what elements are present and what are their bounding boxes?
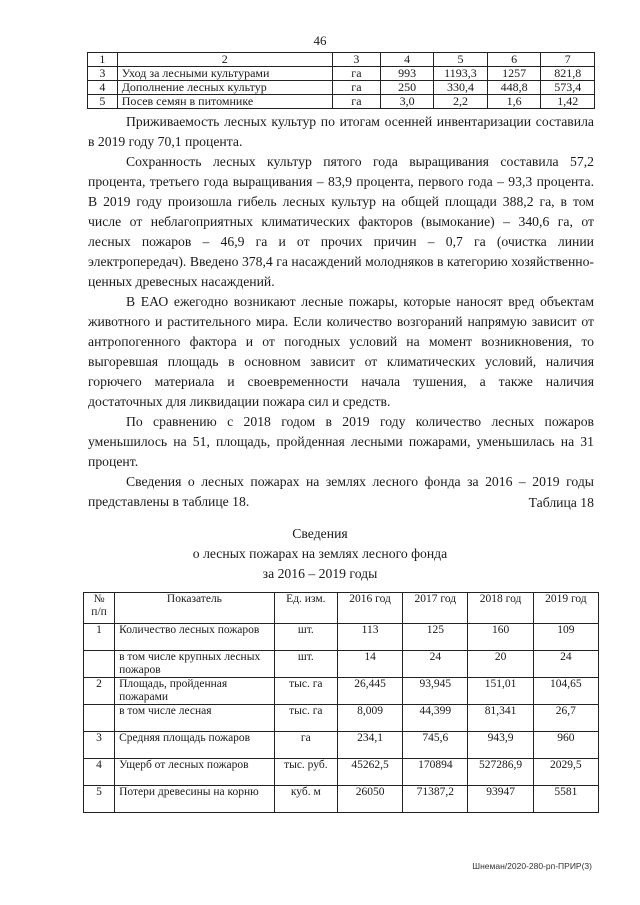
table-cell: 821,8: [541, 67, 595, 81]
top-table-header-cell: 7: [541, 53, 595, 67]
caption-line: о лесных пожарах на землях лесного фонда: [192, 546, 448, 561]
table-row: [84, 759, 599, 786]
top-table-row: [88, 67, 595, 81]
table-cell: [84, 705, 115, 732]
table-cell: шт.: [274, 651, 337, 678]
top-table-header-cell: 5: [433, 53, 487, 67]
table-cell: шт.: [274, 624, 337, 651]
table-cell: га: [274, 732, 337, 759]
table-cell: 160: [468, 624, 533, 651]
table-cell: 93947: [468, 786, 533, 813]
table-cell: 527286,9: [468, 759, 533, 786]
table-cell: 5: [88, 95, 118, 109]
table-cell: 125: [403, 624, 468, 651]
table-cell: Средняя площадь пожаров: [115, 732, 275, 759]
header-year-2018: 2018 год: [468, 593, 533, 624]
table-cell: Дополнение лесных культур: [117, 81, 332, 95]
table-cell: в том числе лесная: [115, 705, 275, 732]
table-caption: [0, 524, 640, 584]
forest-fires-table: [83, 592, 599, 813]
table-cell: 26,445: [337, 678, 402, 705]
table-cell: 234,1: [337, 732, 402, 759]
table-cell: 20: [468, 651, 533, 678]
paragraph: По сравнению с 2018 годом в 2019 году количество лесных пожаров уменьшилось на 51, площадь, пройденная лесными пожарами, уменьшилась на 31 процент.: [88, 414, 594, 469]
table-cell: Ущерб от лесных пожаров: [115, 759, 275, 786]
table-cell: 1: [84, 624, 115, 651]
table-cell: 4: [88, 81, 118, 95]
table-cell: 3,0: [381, 95, 434, 109]
header-year-2019: 2019 год: [533, 593, 598, 624]
page-number: 46: [313, 33, 327, 48]
table-cell: куб. м: [274, 786, 337, 813]
top-table-header-cell: 3: [332, 53, 381, 67]
table-cell: 250: [381, 81, 434, 95]
table-cell: 113: [337, 624, 402, 651]
table-cell: 24: [403, 651, 468, 678]
table-cell: га: [332, 95, 381, 109]
paragraph: Приживаемость лесных культур по итогам осенней инвентаризации составила в 2019 году 70,1 процента.: [88, 114, 594, 149]
caption-line: за 2016 – 2019 годы: [262, 566, 378, 581]
table-cell: 5581: [533, 786, 598, 813]
table-cell: 14: [337, 651, 402, 678]
table-cell: 109: [533, 624, 598, 651]
table-cell: 1,6: [487, 95, 541, 109]
table-cell: Площадь, пройденная пожарами: [115, 678, 275, 705]
table-cell: 960: [533, 732, 598, 759]
body-text: [88, 112, 594, 512]
table-cell: Потери древесины на корню: [115, 786, 275, 813]
table-cell: 2029,5: [533, 759, 598, 786]
table-cell: 71387,2: [403, 786, 468, 813]
table-cell: Посев семян в питомнике: [117, 95, 332, 109]
table-cell: 8,009: [337, 705, 402, 732]
table-cell: 2: [84, 678, 115, 705]
table-cell: 573,4: [541, 81, 595, 95]
table-row: [84, 786, 599, 813]
table-cell: Уход за лесными культурами: [117, 67, 332, 81]
table-cell: 24: [533, 651, 598, 678]
table-cell: 81,341: [468, 705, 533, 732]
table-cell: 170894: [403, 759, 468, 786]
top-table-header-cell: 4: [381, 53, 434, 67]
top-table-header-cell: 1: [88, 53, 118, 67]
table-cell: 1,42: [541, 95, 595, 109]
top-table-header-row: [88, 53, 595, 67]
table-cell: 45262,5: [337, 759, 402, 786]
caption-line: Сведения: [292, 526, 348, 541]
table-cell: тыс. га: [274, 678, 337, 705]
table-cell: тыс. руб.: [274, 759, 337, 786]
table-row: [84, 732, 599, 759]
table-cell: [84, 651, 115, 678]
table-cell: 26,7: [533, 705, 598, 732]
table-cell: 5: [84, 786, 115, 813]
table-cell: 330,4: [433, 81, 487, 95]
table-cell: в том числе крупных лесных пожаров: [115, 651, 275, 678]
table-cell: га: [332, 81, 381, 95]
table-row: [84, 705, 599, 732]
header-year-2017: 2017 год: [403, 593, 468, 624]
paragraph: В ЕАО ежегодно возникают лесные пожары, которые наносят вред объектам животного и растительного мира. Если количество возгораний напрямую зависит от антропогенного фактора и от погодных условий на момент возникновения, то выгоревшая площадь в основном зависит от климатических условий, наличия горючего материала и своевременности начала тушения, а также наличия достаточных для ликвидации пожара сил и средств.: [88, 294, 594, 409]
table-row: [84, 678, 599, 705]
top-table-header-cell: 2: [117, 53, 332, 67]
header-unit: Ед. изм.: [274, 593, 337, 624]
table-cell: 3: [88, 67, 118, 81]
table-cell: 448,8: [487, 81, 541, 95]
header-num: № п/п: [84, 593, 115, 624]
table-cell: 104,65: [533, 678, 598, 705]
table-cell: 943,9: [468, 732, 533, 759]
table-cell: га: [332, 67, 381, 81]
header-year-2016: 2016 год: [337, 593, 402, 624]
paragraph: Сведения о лесных пожарах на землях лесного фонда за 2016 – 2019 годы представлены в таблице 18.: [88, 474, 594, 509]
table-cell: 2,2: [433, 95, 487, 109]
header-indicator: Показатель: [115, 593, 275, 624]
table-row: [84, 624, 599, 651]
table-cell: тыс. га: [274, 705, 337, 732]
table-row: [84, 651, 599, 678]
main-table-header-row: [84, 593, 599, 624]
table-cell: 1193,3: [433, 67, 487, 81]
top-table-row: [88, 81, 595, 95]
table-cell: 993: [381, 67, 434, 81]
table-cell: 1257: [487, 67, 541, 81]
top-table: [87, 52, 595, 109]
table-cell: 44,399: [403, 705, 468, 732]
document-code: Шнеман/2020-280-рп-ПРИР(3): [472, 861, 592, 871]
table-cell: 745,6: [403, 732, 468, 759]
table-cell: Количество лесных пожаров: [115, 624, 275, 651]
table-cell: 26050: [337, 786, 402, 813]
table-cell: 3: [84, 732, 115, 759]
paragraph: Сохранность лесных культур пятого года выращивания составила 57,2 процента, третьего года выращивания – 83,9 процента, первого года – 93,3 процента. В 2019 году произошла гибель лесных культур на общей площади 388,2 га, в том числе от неблагоприятных климатических факторов (вымокание) – 340,6 га, от лесных пожаров – 46,9 га и от прочих причин – 0,7 га (очистка линии электропередач). Введено 378,4 га насаждений молодняков в категорию хозяйственно-ценных древесных насаждений.: [88, 154, 594, 289]
top-table-header-cell: 6: [487, 53, 541, 67]
table-cell: 93,945: [403, 678, 468, 705]
table-cell: 4: [84, 759, 115, 786]
top-table-row: [88, 95, 595, 109]
table-label: Таблица 18: [528, 495, 594, 510]
table-cell: 151,01: [468, 678, 533, 705]
